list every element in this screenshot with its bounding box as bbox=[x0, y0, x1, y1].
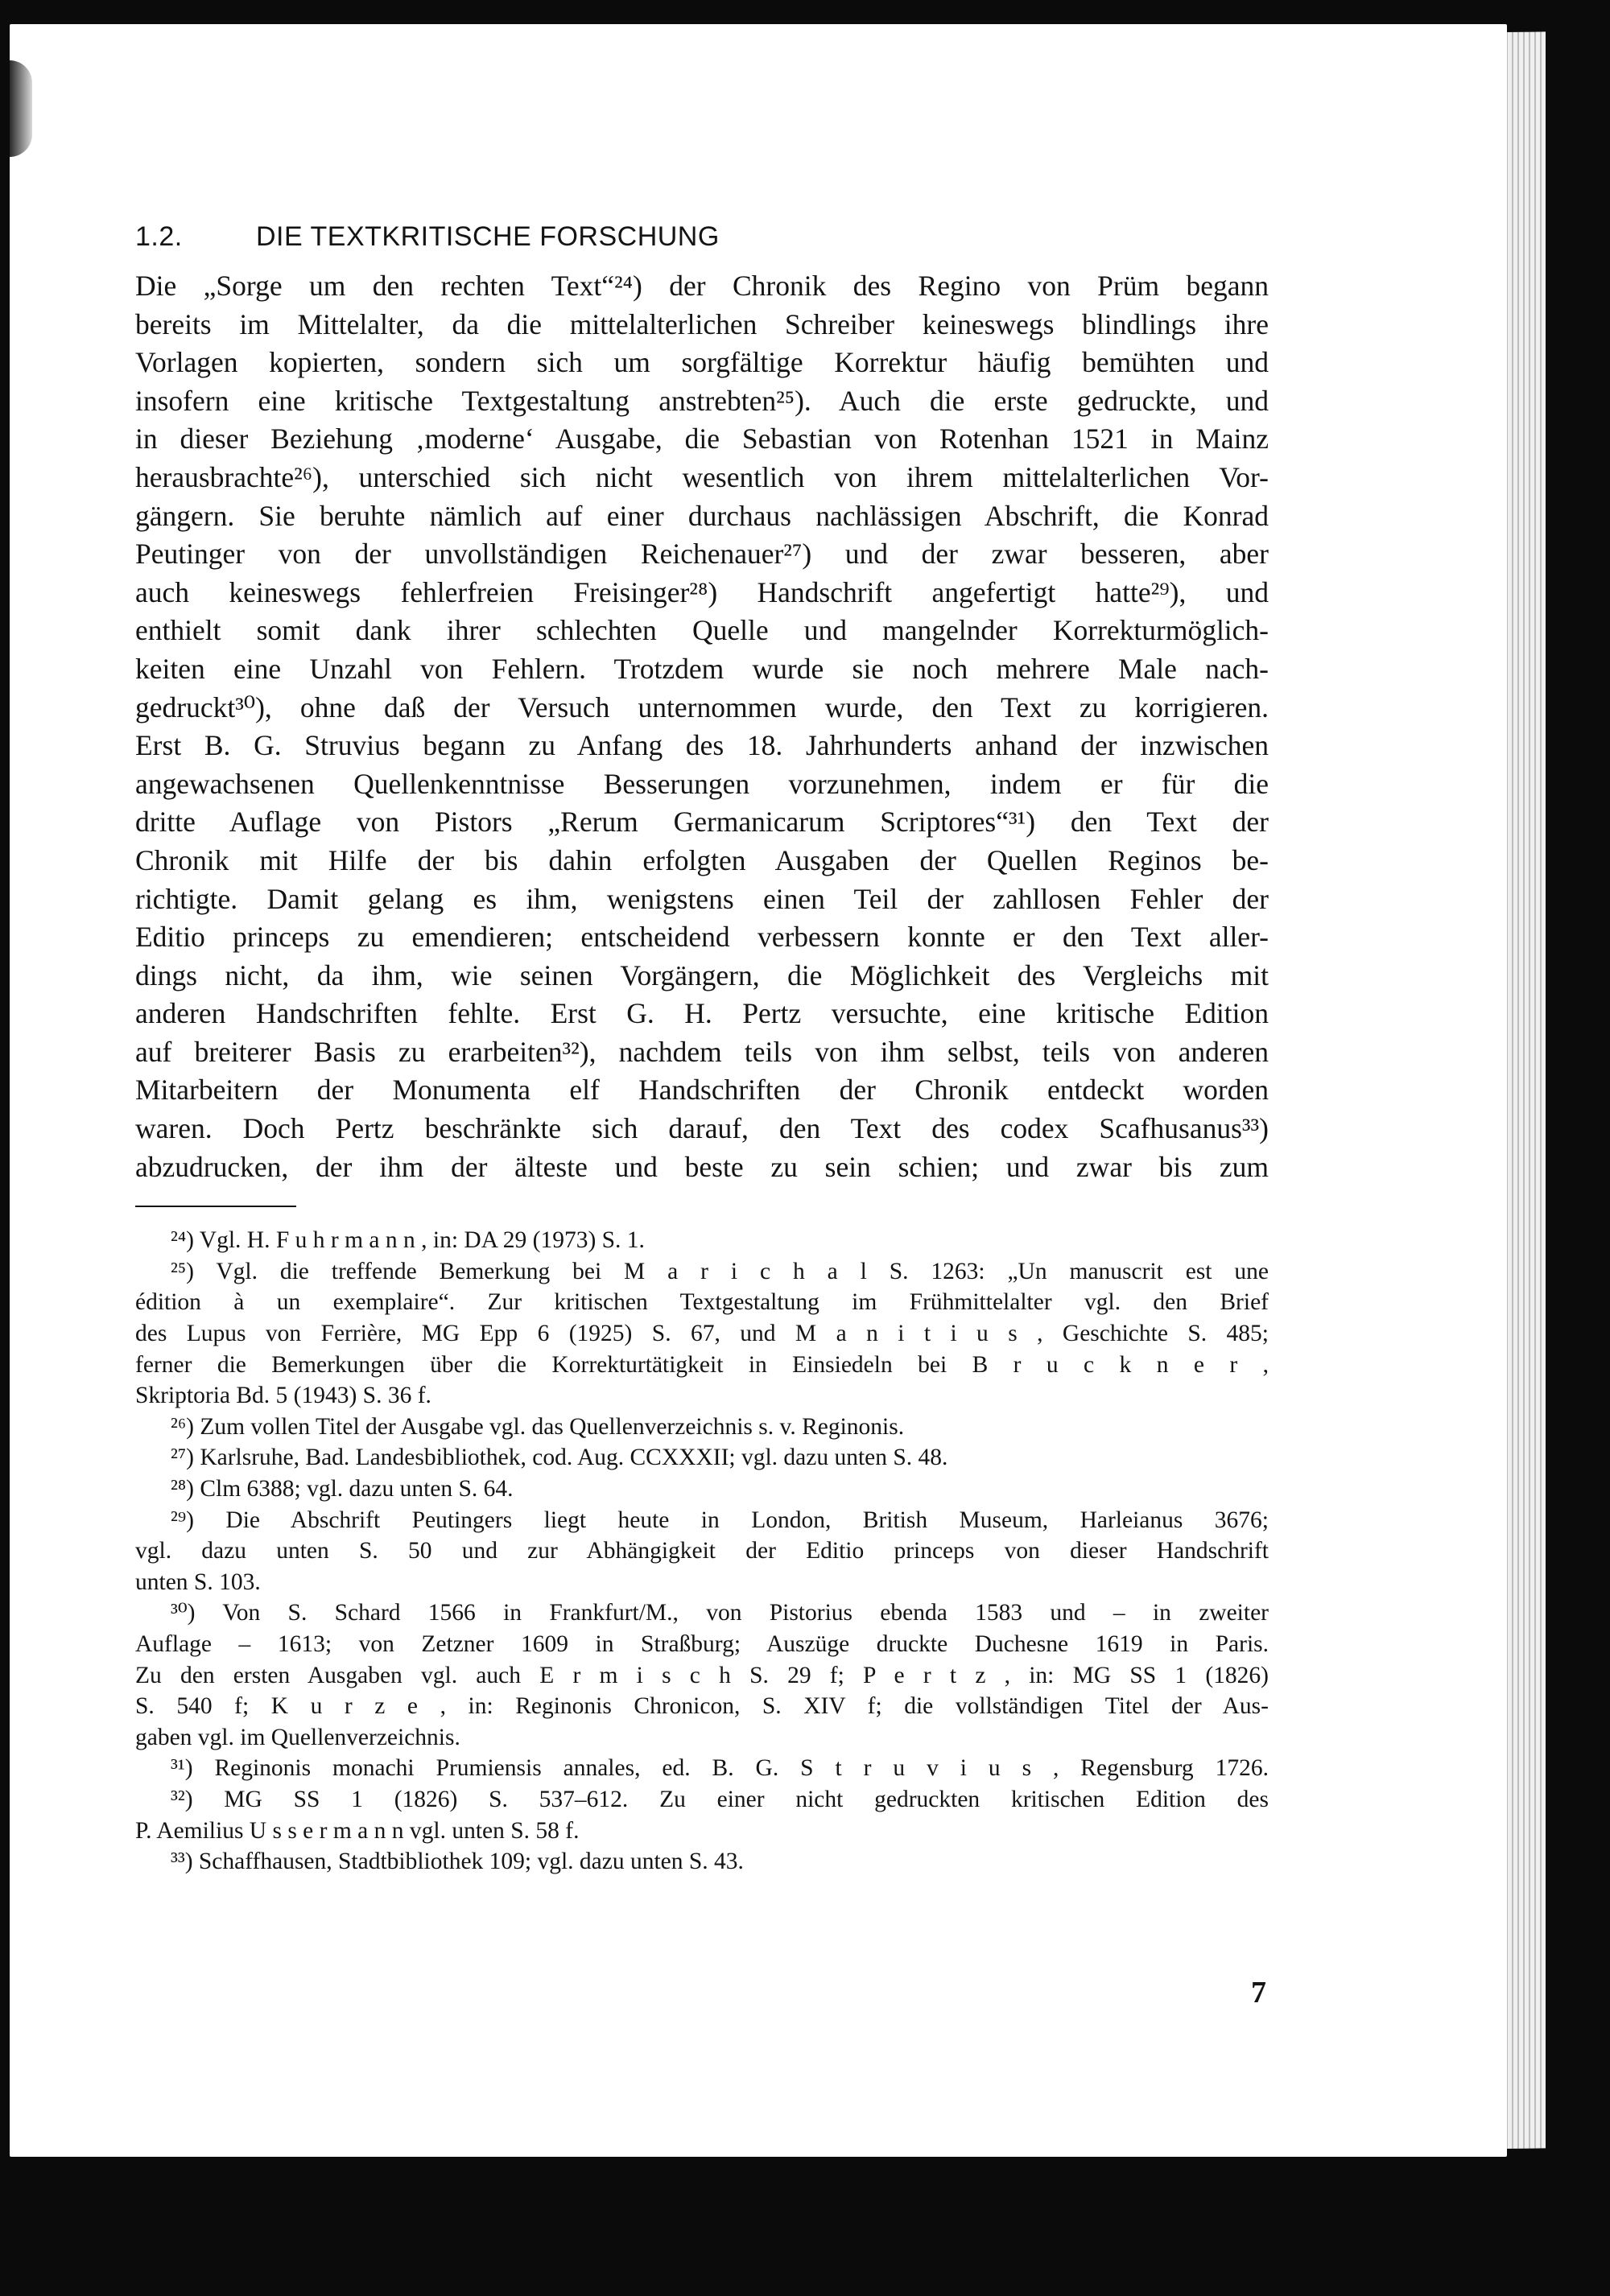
footnote-line: ²⁸) Clm 6388; vgl. dazu unten S. 64. bbox=[171, 1476, 514, 1502]
body-line: Vorlagen kopierten, sondern sich um sorgfältige Korrektur häufig bemühten und bbox=[135, 346, 1269, 379]
body-line: angewachsenen Quellenkenntnisse Besserungen vorzunehmen, indem er für die bbox=[135, 767, 1269, 800]
footnote-line: ²⁵) Vgl. die treffende Bemerkung bei M a r i c h a l S. 1263: „Un manuscrit est une bbox=[171, 1258, 1269, 1284]
body-line: in dieser Beziehung ‚moderne‘ Ausgabe, die Sebastian von Rotenhan 1521 in Mainz bbox=[135, 423, 1269, 455]
footnote-line: Skriptoria Bd. 5 (1943) S. 36 f. bbox=[135, 1383, 431, 1409]
footnotes bbox=[135, 1225, 1269, 1877]
body-line: insofern eine kritische Textgestaltung anstrebten²⁵). Auch die erste gedruckte, und bbox=[135, 384, 1269, 417]
body-line: Peutinger von der unvollständigen Reichenauer²⁷) und der zwar besseren, aber bbox=[135, 538, 1269, 571]
footnote-line: des Lupus von Ferrière, MG Epp 6 (1925) S. 67, und M a n i t i u s , Geschichte S. 485; bbox=[135, 1321, 1269, 1347]
footnote-line: ferner die Bemerkungen über die Korrekturtätigkeit in Einsiedeln bei B r u c k n e r , bbox=[135, 1351, 1269, 1378]
body-line: gängern. Sie beruhte nämlich auf einer durchaus nachlässigen Abschrift, die Konrad bbox=[135, 499, 1269, 532]
body-line: richtigte. Damit gelang es ihm, wenigstens einen Teil der zahllosen Fehler der bbox=[135, 882, 1269, 915]
body-line: herausbrachte²⁶), unterschied sich nicht wesentlich von ihrem mittelalterlichen Vor- bbox=[135, 460, 1269, 493]
body-line: Mitarbeitern der Monumenta elf Handschriften der Chronik entdeckt worden bbox=[135, 1074, 1269, 1107]
footnote-line: P. Aemilius U s s e r m a n n vgl. unten S. 58 f. bbox=[135, 1817, 580, 1844]
body-line: auch keineswegs fehlerfreien Freisinger²⁸) Handschrift angefertigt hatte²⁹), und bbox=[135, 575, 1269, 608]
page-content bbox=[135, 217, 1269, 1878]
body-line: dritte Auflage von Pistors „Rerum Germanicarum Scriptores“³¹) den Text der bbox=[135, 806, 1269, 839]
footnote-rule bbox=[135, 1206, 296, 1207]
section-title: DIE TEXTKRITISCHE FORSCHUNG bbox=[256, 221, 720, 252]
footnote-line: gaben vgl. im Quellenverzeichnis. bbox=[135, 1724, 460, 1750]
body-line: Editio princeps zu emendieren; entscheidend verbessern konnte er den Text aller- bbox=[135, 921, 1269, 954]
body-text bbox=[135, 267, 1269, 1186]
body-line: waren. Doch Pertz beschränkte sich darauf, den Text des codex Scafhusanus³³) bbox=[135, 1112, 1269, 1145]
footnote-line: S. 540 f; K u r z e , in: Reginonis Chronicon, S. XIV f; die vollständigen Titel der Aus- bbox=[135, 1693, 1269, 1720]
footnote-line: ²⁹) Die Abschrift Peutingers liegt heute in London, British Museum, Harleianus 3676; bbox=[171, 1507, 1269, 1533]
body-line: gedruckt³⁰), ohne daß der Versuch unternommen wurde, den Text zu korrigieren. bbox=[135, 690, 1269, 723]
footnote-line: ³³) Schaffhausen, Stadtbibliothek 109; vgl. dazu unten S. 43. bbox=[171, 1849, 744, 1875]
footnote-line: vgl. dazu unten S. 50 und zur Abhängigkeit der Editio princeps von dieser Handschrift bbox=[135, 1538, 1269, 1564]
body-line: bereits im Mittelalter, da die mittelalterlichen Schreiber keineswegs blindlings ihre bbox=[135, 307, 1269, 340]
footnote-line: ²⁴) Vgl. H. F u h r m a n n , in: DA 29 (1973) S. 1. bbox=[171, 1227, 645, 1254]
footnote-line: Zu den ersten Ausgaben vgl. auch E r m i s c h S. 29 f; P e r t z , in: MG SS 1 (1826) bbox=[135, 1662, 1269, 1688]
body-line: dings nicht, da ihm, wie seinen Vorgängern, die Möglichkeit des Vergleichs mit bbox=[135, 958, 1269, 991]
body-line: Die „Sorge um den rechten Text“²⁴) der Chronik des Regino von Prüm begann bbox=[135, 270, 1269, 302]
footnote-line: ³²) MG SS 1 (1826) S. 537–612. Zu einer nicht gedruckten kritischen Edition des bbox=[171, 1786, 1269, 1812]
footnote-line: ²⁷) Karlsruhe, Bad. Landesbibliothek, cod. Aug. CCXXXII; vgl. dazu unten S. 48. bbox=[171, 1445, 948, 1471]
footnote-line: unten S. 103. bbox=[135, 1568, 261, 1595]
footnote-line: ³⁰) Von S. Schard 1566 in Frankfurt/M., von Pistorius ebenda 1583 und – in zweiter bbox=[171, 1600, 1269, 1626]
footnote-line: ³¹) Reginonis monachi Prumiensis annales, ed. B. G. S t r u v i u s , Regensburg 1726. bbox=[171, 1755, 1269, 1782]
footnote-line: Auflage – 1613; von Zetzner 1609 in Straßburg; Auszüge druckte Duchesne 1619 in Paris. bbox=[135, 1630, 1269, 1657]
body-line: anderen Handschriften fehlte. Erst G. H. Pertz versuchte, eine kritische Edition bbox=[135, 997, 1269, 1030]
body-line: Chronik mit Hilfe der bis dahin erfolgten Ausgaben der Quellen Reginos be- bbox=[135, 843, 1269, 876]
footnote-line: édition à un exemplaire“. Zur kritischen Textgestaltung im Frühmittelalter vgl. den Brief bbox=[135, 1289, 1269, 1316]
body-line: Erst B. G. Struvius begann zu Anfang des 18. Jahrhunderts anhand der inzwischen bbox=[135, 729, 1269, 762]
section-number: 1.2. bbox=[135, 221, 183, 252]
footnote-line: ²⁶) Zum vollen Titel der Ausgabe vgl. das Quellenverzeichnis s. v. Reginonis. bbox=[171, 1413, 905, 1440]
section-heading bbox=[135, 217, 1269, 256]
binding-shadow bbox=[10, 60, 32, 157]
body-line: abzudrucken, der ihm der älteste und beste zu sein schien; und zwar bis zum bbox=[135, 1150, 1269, 1183]
body-line: keiten eine Unzahl von Fehlern. Trotzdem wurde sie noch mehrere Male nach- bbox=[135, 652, 1269, 685]
body-line: auf breiterer Basis zu erarbeiten³²), nachdem teils von ihm selbst, teils von anderen bbox=[135, 1035, 1269, 1068]
body-line: enthielt somit dank ihrer schlechten Quelle und mangelnder Korrekturmöglich- bbox=[135, 614, 1269, 647]
page-number: 7 bbox=[1251, 1976, 1266, 2010]
